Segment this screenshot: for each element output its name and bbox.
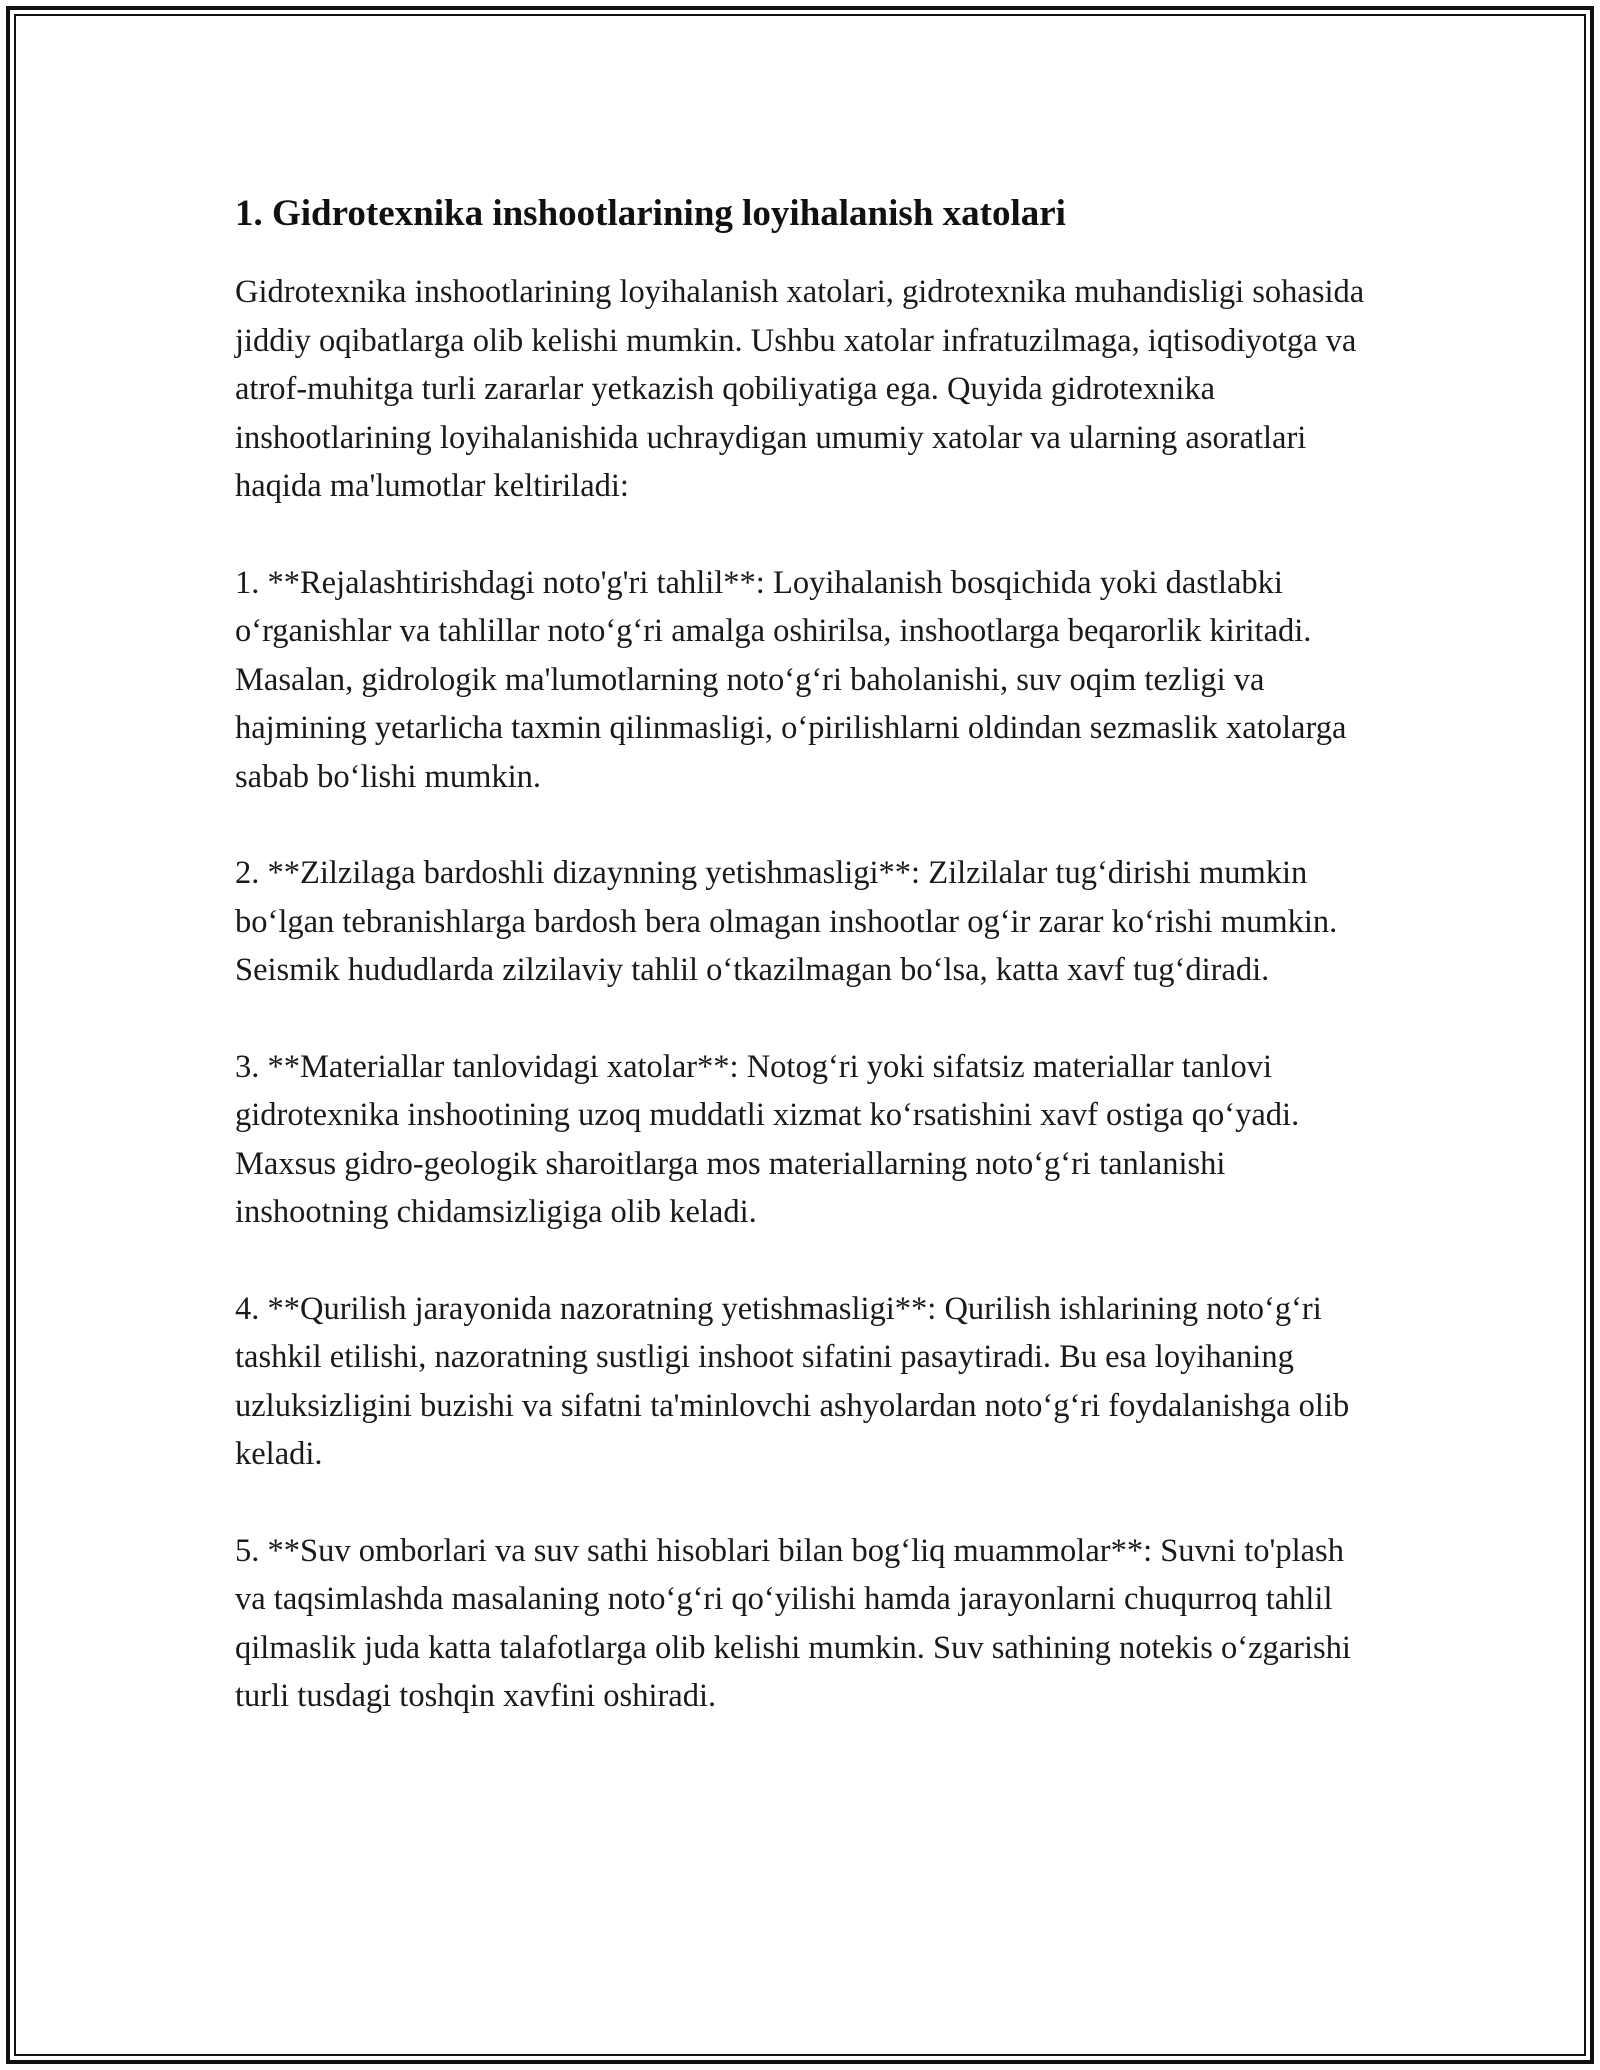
list-item: 2. **Zilzilaga bardoshli dizaynning yetishmasligi**: Zilzilalar tug‘dirishi mumkin bo‘lgan tebranishlarga bardosh bera olmagan inshootlar og‘ir zarar ko‘rishi mumkin. Seismik hududlarda zilzilaviy tahlil o‘tkazilmagan bo‘lsa, katta xavf tug‘diradi. [235,855,1338,988]
list-item: 4. **Qurilish jarayonida nazoratning yetishmasligi**: Qurilish ishlarining noto‘g‘ri tashkil etilishi, nazoratning sustligi inshoot sifatini pasaytiradi. Bu esa loyihaning uzluksizligini buzishi va sifatni ta'minlovchi ashyolardan noto‘g‘ri foydalanishga olib keladi. [235,1290,1350,1472]
list-item: 3. **Materiallar tanlovidagi xatolar**: Notog‘ri yoki sifatsiz materiallar tanlovi gidrotexnika inshootining uzoq muddatli xizmat ko‘rsatishini xavf ostiga qo‘yadi. Maxsus gidro-geologik sharoitlarga mos materiallarning noto‘g‘ri tanlanishi inshootning chidamsizligiga olib keladi. [235,1048,1300,1230]
document-body [235,188,1375,1769]
intro-paragraph: Gidrotexnika inshootlarining loyihalanish xatolari, gidrotexnika muhandisligi sohasida jiddiy oqibatlarga olib kelishi mumkin. Ushbu xatolar infratuzilmaga, iqtisodiyotga va atrof-muhitga turli zararlar yetkazish qobiliyatiga ega. Quyida gidrotexnika inshootlarining loyihalanishida uchraydigan umumiy xatolar va ularning asoratlari haqida ma'lumotlar keltiriladi: [235,274,1365,504]
document-title: 1. Gidrotexnika inshootlarining loyihalanish xatolari [235,193,1066,234]
list-item: 1. **Rejalashtirishdagi noto'g'ri tahlil**: Loyihalanish bosqichida yoki dastlabki o‘rganishlar va tahlillar noto‘g‘ri amalga oshirilsa, inshootlarga beqarorlik kiritadi. Masalan, gidrologik ma'lumotlarning noto‘g‘ri baholanishi, suv oqim tezligi va hajmining yetarlicha taxmin qilinmasligi, o‘pirilishlarni oldindan sezmaslik xatolarga sabab bo‘lishi mumkin. [235,564,1347,795]
list-item: 5. **Suv omborlari va suv sathi hisoblari bilan bog‘liq muammolar**: Suvni to'plash va taqsimlashda masalaning noto‘g‘ri qo‘yilishi hamda jarayonlarni chuqurroq tahlil qilmaslik juda katta talafotlarga olib kelishi mumkin. Suv sathining notekis o‘zgarishi turli tusdagi toshqin xavfini oshiradi. [235,1532,1351,1714]
